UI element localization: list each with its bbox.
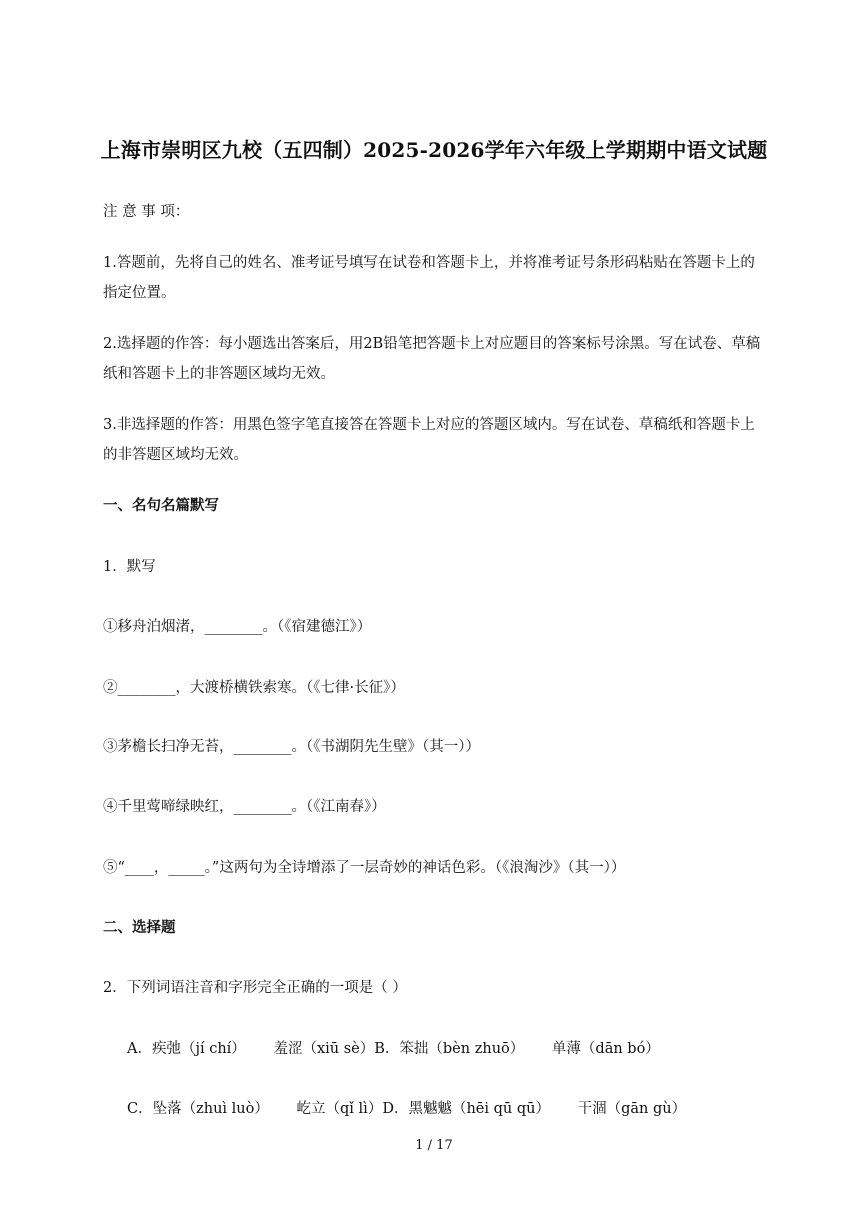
question-2-options-cd: C．坠落（zhuì luò） 屹立（qǐ lì）D．黑魆魆（hēi qū qū） 干涸（gān gù） (127, 1101, 687, 1117)
question-2-options-ab: A．疾弛（jí chí） 羞涩（xiū sè）B．笨拙（bèn zhuō） 单薄（dān bó） (127, 1041, 660, 1057)
notice-item-1: 1.答题前，先将自己的姓名、准考证号填写在试卷和答题卡上，并将准考证号条形码粘贴在答题卡上的指定位置。 (103, 255, 755, 301)
question-1-stem: 1．默写 (103, 559, 156, 575)
notice-item-2: 2.选择题的作答：每小题选出答案后，用2B铅笔把答题卡上对应题目的答案标号涂黑。写在试卷、草稿纸和答题卡上的非答题区域均无效。 (103, 336, 761, 382)
recitation-item-3: ③茅檐长扫净无苔，________。（《书湖阴先生壁》（其一）） (103, 739, 480, 755)
page-number: 1 / 17 (415, 1138, 453, 1153)
recitation-item-2: ②________，大渡桥横铁索寒。（《七律·长征》） (103, 680, 405, 696)
recitation-item-1: ①移舟泊烟渚，________。（《宿建德江》） (103, 619, 372, 635)
question-2-stem: 2．下列词语注音和字形完全正确的一项是（ ） (103, 980, 407, 996)
notice-item-3: 3.非选择题的作答：用黑色签字笔直接答在答题卡上对应的答题区域内。写在试卷、草稿纸和答题卡上的非答题区域均无效。 (103, 417, 755, 463)
recitation-item-5: ⑤“____，_____。”这两句为全诗增添了一层奇妙的神话色彩。（《浪淘沙》（其一）） (103, 860, 626, 876)
recitation-item-4: ④千里莺啼绿映红，________。（《江南春》） (103, 799, 386, 815)
section-heading-choice: 二、选择题 (103, 919, 176, 936)
document-title: 上海市崇明区九校（五四制）2025-2026学年六年级上学期期中语文试题 (100, 138, 768, 162)
section-heading-recitation: 一、名句名篇默写 (103, 497, 219, 514)
notice-heading: 注 意 事 项： (103, 204, 190, 220)
